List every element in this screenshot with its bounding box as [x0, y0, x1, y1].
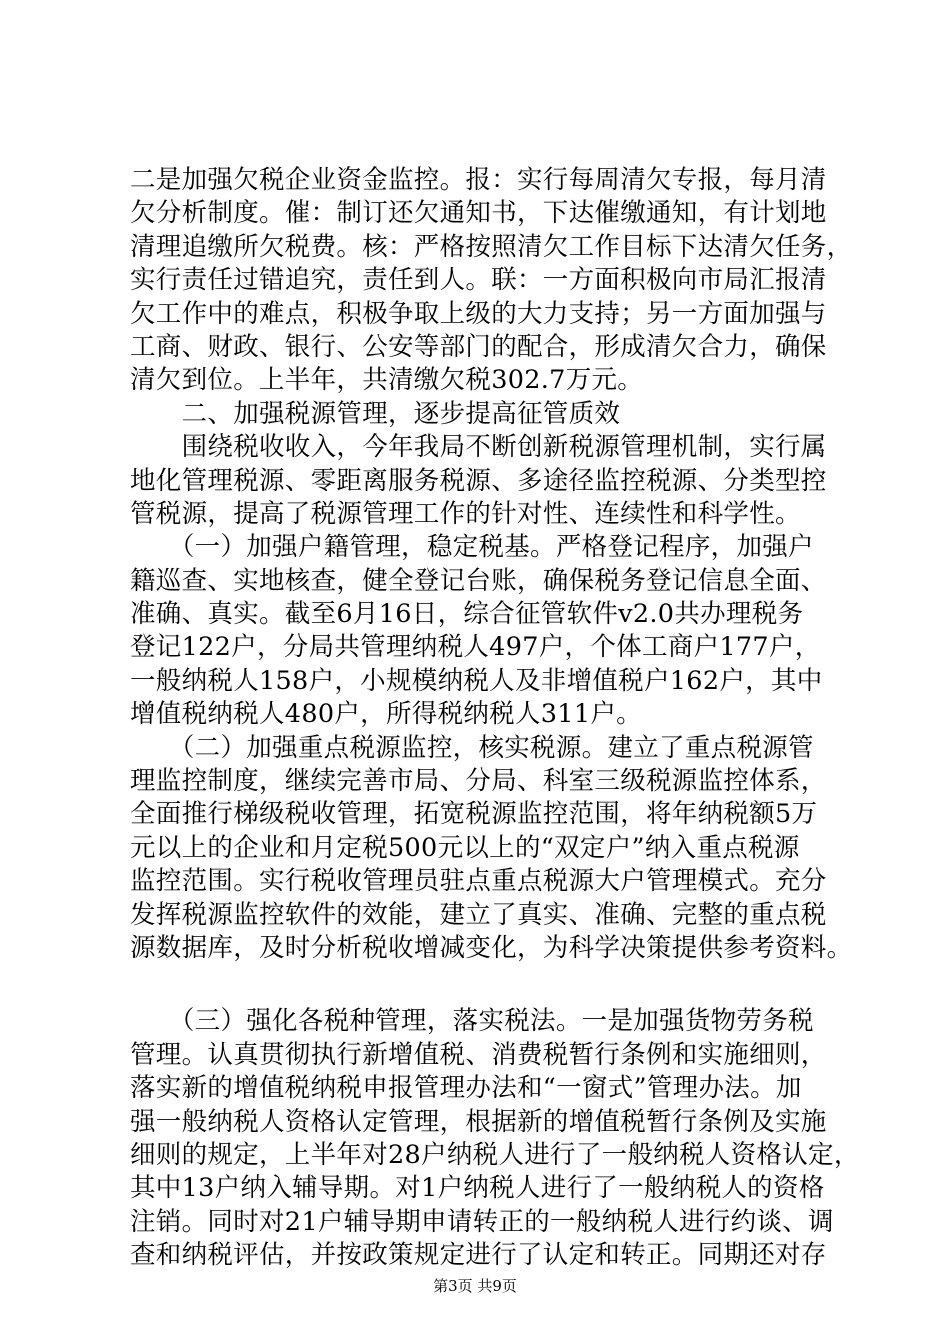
text-line: 清理追缴所欠税费。核：严格按照清欠工作目标下达清欠任务， — [130, 231, 853, 262]
section-heading: 二、加强税源管理，逐步提高征管质效 — [130, 398, 621, 429]
text-line: 发挥税源监控软件的效能，建立了真实、准确、完整的重点税 — [130, 899, 827, 930]
text-line: 二是加强欠税企业资金监控。报：实行每周清欠专报，每月清 — [130, 165, 827, 195]
text-line: 欠分析制度。催：制订还欠通知书，下达催缴通知，有计划地 — [130, 198, 827, 229]
paragraph-spacer — [130, 965, 850, 1005]
text-line: 实行责任过错追究，责任到人。联：一方面积极向市局汇报清 — [130, 265, 827, 296]
text-line: 籍巡查、实地核查，健全登记台账，确保税务登记信息全面、 — [130, 565, 827, 596]
paragraph-key-tax-source — [130, 732, 853, 966]
text-line: 围绕税收收入，今年我局不断创新税源管理机制，实行属 — [130, 432, 827, 463]
text-line: 查和纳税评估，并按政策规定进行了认定和转正。同期还对存 — [130, 1240, 827, 1271]
paragraph-household-registration — [130, 531, 850, 731]
text-line: 元以上的企业和月定税500元以上的“双定户”纳入重点税源 — [130, 832, 800, 863]
text-line: 管理。认真贯彻执行新增值税、消费税暂行条例和实施细则， — [130, 1039, 827, 1070]
text-line: 落实新的增值税纳税申报管理办法和“一窗式”管理办法。加 — [130, 1073, 802, 1104]
text-line: 管税源，提高了税源管理工作的针对性、连续性和科学性。 — [130, 498, 801, 529]
text-line: 理监控制度，继续完善市局、分局、科室三级税源监控体系， — [130, 766, 827, 797]
text-line: 细则的规定，上半年对28户纳税人进行了一般纳税人资格认定， — [130, 1139, 860, 1170]
text-line: 增值税纳税人480户，所得税纳税人311户。 — [130, 699, 642, 730]
text-line: 一般纳税人158户，小规模纳税人及非增值税户162户，其中 — [130, 665, 823, 696]
text-line: 强一般纳税人资格认定管理，根据新的增值税暂行条例及实施 — [130, 1106, 827, 1137]
text-line: 清欠到位。上半年，共清缴欠税302.7万元。 — [130, 365, 644, 396]
text-line: 注销。同时对21户辅导期申请转正的一般纳税人进行约谈、调 — [130, 1206, 834, 1237]
text-line: （一）加强户籍管理，稳定税基。严格登记程序，加强户 — [130, 532, 814, 563]
paragraph-tax-category-management — [130, 1005, 860, 1272]
text-line: 源数据库，及时分析税收增减变化，为科学决策提供参考资料。 — [130, 932, 853, 963]
page-number-footer: 第3页 共9页 — [433, 1277, 517, 1295]
document-body — [130, 164, 860, 1273]
text-line: （二）加强重点税源监控，核实税源。建立了重点税源管 — [130, 732, 814, 763]
text-line: 欠工作中的难点，积极争取上级的大力支持；另一方面加强与 — [130, 298, 827, 329]
text-line: 登记122户，分局共管理纳税人497户，个体工商户177户， — [130, 632, 821, 663]
paragraph-tax-source-intro — [130, 431, 850, 531]
paragraph-clear-arrears — [130, 164, 853, 398]
text-line: 工商、财政、银行、公安等部门的配合，形成清欠合力，确保 — [130, 331, 827, 362]
text-line: 监控范围。实行税收管理员驻点重点税源大户管理模式。充分 — [130, 866, 827, 897]
text-line: 其中13户纳入辅导期。对1户纳税人进行了一般纳税人的资格 — [130, 1173, 825, 1204]
text-line: 准确、真实。截至6月16日，综合征管软件v2.0共办理税务 — [130, 599, 804, 630]
text-line: 全面推行梯级税收管理，拓宽税源监控范围，将年纳税额5万 — [130, 799, 818, 830]
text-line: 地化管理税源、零距离服务税源、多途径监控税源、分类型控 — [130, 465, 827, 496]
text-line: （三）强化各税种管理，落实税法。一是加强货物劳务税 — [130, 1006, 814, 1037]
